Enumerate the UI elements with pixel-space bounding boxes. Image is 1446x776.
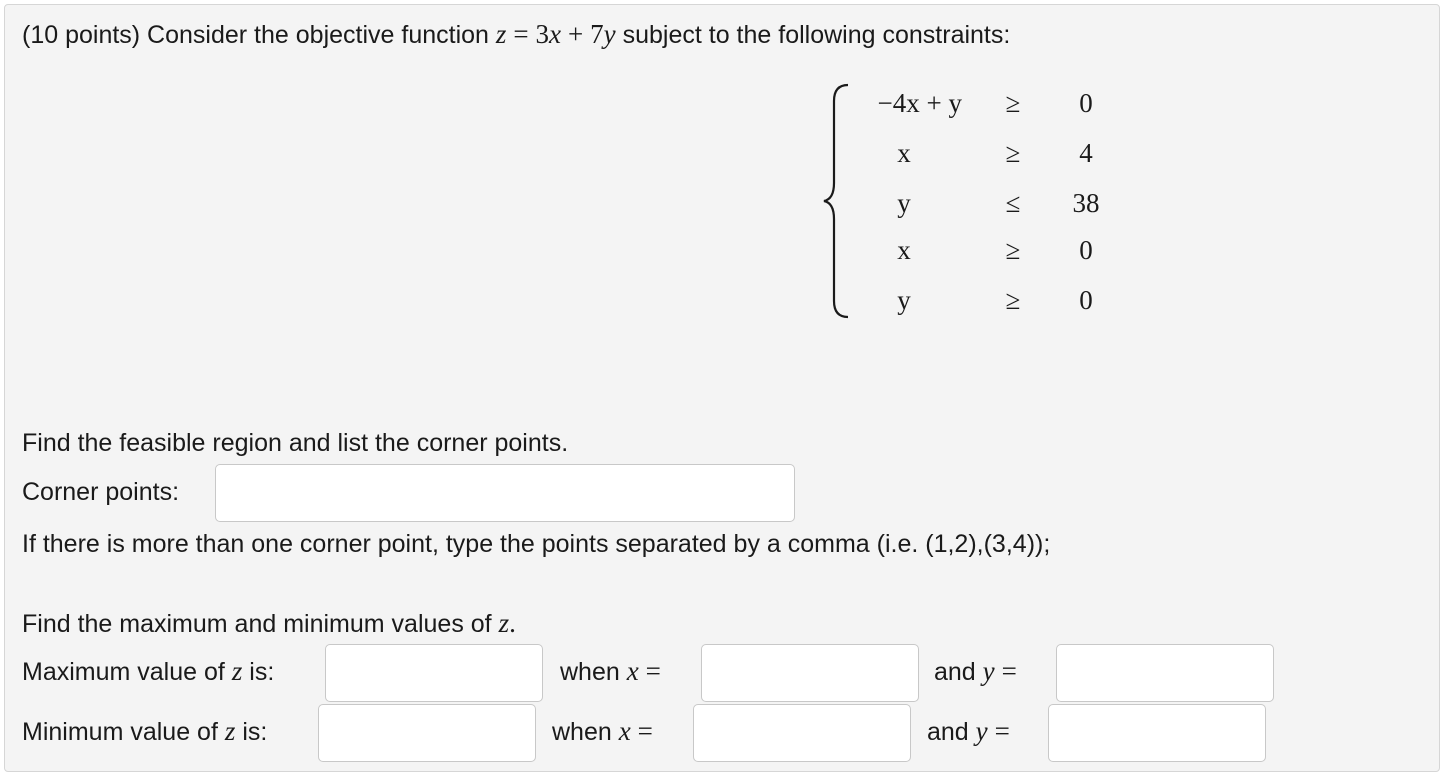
min-when-label <box>552 716 653 747</box>
extrema-instruction <box>22 608 516 639</box>
constraint-5-rhs: 0 <box>1079 285 1093 315</box>
max-and-var: y <box>982 656 995 686</box>
constraint-2-rhs: 4 <box>1079 138 1093 168</box>
constraint-2-lhs: x <box>897 138 911 168</box>
objective-var: z <box>495 19 507 49</box>
extrema-var: z <box>498 608 510 638</box>
constraint-1-lhs: −4x + y <box>877 88 962 118</box>
max-and-text: and <box>934 658 976 686</box>
min-value-input[interactable] <box>318 704 536 762</box>
min-when-var: x <box>618 716 631 746</box>
var-x: x <box>549 19 562 49</box>
constraint-1-rhs: 0 <box>1079 88 1093 118</box>
corner-points-input[interactable] <box>215 464 795 522</box>
min-label <box>22 716 267 747</box>
max-value-input[interactable] <box>325 644 543 702</box>
plus-sign: + <box>567 19 584 49</box>
constraint-5-rel: ≥ <box>1005 285 1021 315</box>
intro-suffix: subject to the following constraints: <box>622 21 1011 49</box>
min-label-var: z <box>224 716 236 746</box>
constraint-5-lhs: y <box>897 285 911 315</box>
max-when-text: when <box>560 658 620 686</box>
constraint-3-lhs: y <box>897 188 911 218</box>
corner-points-label: Corner points: <box>22 478 180 506</box>
min-and-text: and <box>927 718 969 746</box>
max-when-eq: = <box>645 656 661 686</box>
equals-sign: = <box>513 19 529 49</box>
coef-y: 7 <box>590 19 604 49</box>
constraint-1-rel: ≥ <box>1005 88 1021 118</box>
min-and-label <box>927 716 1010 747</box>
min-when-text: when <box>552 718 612 746</box>
coef-x: 3 <box>535 19 550 49</box>
question-intro <box>22 19 1010 50</box>
min-y-input[interactable] <box>1048 704 1266 762</box>
max-x-input[interactable] <box>701 644 919 702</box>
min-and-eq: = <box>994 716 1010 746</box>
intro-text: (10 points) Consider the objective function <box>22 21 489 49</box>
min-and-var: y <box>975 716 988 746</box>
extrema-period: . <box>509 608 516 638</box>
constraint-2-rel: ≥ <box>1005 138 1021 168</box>
max-when-label <box>560 656 661 687</box>
min-when-eq: = <box>637 716 653 746</box>
constraint-3-rel: ≤ <box>1005 188 1021 218</box>
feasible-instruction: Find the feasible region and list the corner points. <box>22 429 569 457</box>
constraint-4-lhs: x <box>897 235 911 265</box>
max-when-var: x <box>626 656 639 686</box>
extrema-instruction-text: Find the maximum and minimum values of <box>22 610 492 638</box>
var-y: y <box>603 19 616 49</box>
max-and-label <box>934 656 1017 687</box>
max-y-input[interactable] <box>1056 644 1274 702</box>
min-label-text: Minimum value of <box>22 718 218 746</box>
max-label <box>22 656 274 687</box>
constraint-3-rhs: 38 <box>1072 188 1100 218</box>
max-label-text: Maximum value of <box>22 658 225 686</box>
max-and-eq: = <box>1001 656 1017 686</box>
constraint-4-rel: ≥ <box>1005 235 1021 265</box>
constraint-4-rhs: 0 <box>1079 235 1093 265</box>
max-label-suffix: is: <box>249 658 275 686</box>
max-label-var: z <box>231 656 243 686</box>
min-label-suffix: is: <box>242 718 268 746</box>
min-x-input[interactable] <box>693 704 911 762</box>
corner-points-hint: If there is more than one corner point, type the points separated by a comma (i.e. (1,2),(3,4)); <box>22 530 1051 558</box>
